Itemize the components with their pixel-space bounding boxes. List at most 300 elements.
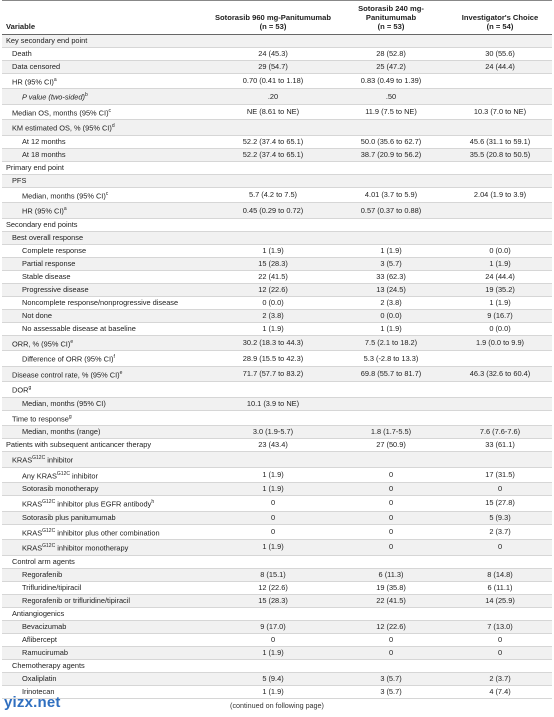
row-label-text: Median, months (95% CI) bbox=[22, 191, 106, 201]
row-label bbox=[2, 540, 212, 555]
row-value-col1 bbox=[212, 161, 334, 174]
row-label-superscript: g bbox=[28, 385, 32, 392]
row-label-superscript: e bbox=[70, 338, 74, 345]
row-label bbox=[2, 335, 212, 350]
table-row bbox=[2, 322, 552, 335]
row-value-col2: 1 (1.9) bbox=[334, 322, 448, 335]
header-col-sotorasib-960 bbox=[212, 1, 334, 35]
table-row bbox=[2, 659, 552, 672]
row-label bbox=[2, 483, 212, 496]
row-value-col1 bbox=[212, 607, 334, 620]
row-label bbox=[2, 174, 212, 187]
row-label bbox=[2, 467, 212, 482]
row-value-col1 bbox=[212, 120, 334, 135]
row-label-text: Trifluridine/tipiracil bbox=[22, 582, 82, 592]
row-value-col2: 33 (62.3) bbox=[334, 270, 448, 283]
row-label-text: Progressive disease bbox=[22, 284, 89, 294]
row-label bbox=[2, 203, 212, 218]
row-value-col3: 14 (25.9) bbox=[448, 594, 552, 607]
row-label-superscript: G12C bbox=[42, 527, 56, 534]
row-label bbox=[2, 410, 212, 425]
row-label bbox=[2, 283, 212, 296]
row-value-col1: 9 (17.0) bbox=[212, 620, 334, 633]
row-value-col2: 5.3 (-2.8 to 13.3) bbox=[334, 351, 448, 366]
row-label-text: PFS bbox=[12, 175, 27, 185]
row-label-text: Complete response bbox=[22, 245, 87, 255]
row-label bbox=[2, 620, 212, 633]
row-label-text: Antiangiogenics bbox=[12, 608, 65, 618]
row-value-col1 bbox=[212, 382, 334, 397]
row-value-col2: 0 bbox=[334, 511, 448, 524]
table-row bbox=[2, 135, 552, 148]
row-label-text: P value (two-sided) bbox=[22, 92, 85, 102]
row-value-col2 bbox=[334, 397, 448, 410]
row-label-superscript: b bbox=[84, 92, 88, 99]
row-label bbox=[2, 452, 212, 467]
row-label-text: Regorafenib bbox=[22, 569, 63, 579]
row-value-col2: 3 (5.7) bbox=[334, 685, 448, 698]
row-value-col2: 0.83 (0.49 to 1.39) bbox=[334, 74, 448, 89]
row-value-col2: 3 (5.7) bbox=[334, 672, 448, 685]
row-value-col2: 13 (24.5) bbox=[334, 283, 448, 296]
row-label bbox=[2, 659, 212, 672]
row-value-col1: 15 (28.3) bbox=[212, 257, 334, 270]
row-value-col3 bbox=[448, 120, 552, 135]
row-value-col2: 3 (5.7) bbox=[334, 257, 448, 270]
row-value-col1: 5 (9.4) bbox=[212, 672, 334, 685]
header-col2-n: (n = 53) bbox=[377, 22, 405, 31]
row-value-col2: 0 bbox=[334, 633, 448, 646]
header-col3-n: (n = 54) bbox=[486, 22, 514, 31]
row-label-text: Irinotecan bbox=[22, 686, 55, 696]
row-value-col3 bbox=[448, 89, 552, 104]
row-value-col3: 1.9 (0.0 to 9.9) bbox=[448, 335, 552, 350]
row-value-col2: 38.7 (20.9 to 56.2) bbox=[334, 148, 448, 161]
row-value-col1: 12 (22.6) bbox=[212, 581, 334, 594]
table-row bbox=[2, 685, 552, 698]
row-label-text: Best overall response bbox=[12, 232, 84, 242]
row-label bbox=[2, 218, 212, 231]
row-label bbox=[2, 322, 212, 335]
row-value-col1: 15 (28.3) bbox=[212, 594, 334, 607]
row-value-col2 bbox=[334, 174, 448, 187]
row-value-col3: 1 (1.9) bbox=[448, 257, 552, 270]
row-value-col2 bbox=[334, 555, 448, 568]
row-label-text: Key secondary end point bbox=[6, 36, 88, 45]
row-value-col3: 2.04 (1.9 to 3.9) bbox=[448, 187, 552, 202]
table-row bbox=[2, 218, 552, 231]
table-row bbox=[2, 187, 552, 202]
row-label-text: HR (95% CI) bbox=[22, 206, 64, 216]
row-value-col2: 28 (52.8) bbox=[334, 48, 448, 61]
row-label-text: Partial response bbox=[22, 258, 76, 268]
row-value-col3: 2 (3.7) bbox=[448, 672, 552, 685]
row-label bbox=[2, 120, 212, 135]
row-value-col3: 1 (1.9) bbox=[448, 296, 552, 309]
row-label-text: Control arm agents bbox=[12, 556, 75, 566]
row-value-col1: 30.2 (18.3 to 44.3) bbox=[212, 335, 334, 350]
row-label bbox=[2, 104, 212, 119]
row-value-col1: 2 (3.8) bbox=[212, 309, 334, 322]
row-value-col1: 0 bbox=[212, 511, 334, 524]
row-label bbox=[2, 382, 212, 397]
row-label bbox=[2, 524, 212, 539]
table-row bbox=[2, 633, 552, 646]
row-label bbox=[2, 35, 212, 48]
row-label-text: At 12 months bbox=[22, 136, 66, 146]
row-label bbox=[2, 426, 212, 439]
row-value-col1 bbox=[212, 174, 334, 187]
row-value-col3 bbox=[448, 397, 552, 410]
row-label-superscript: G12C bbox=[42, 499, 56, 506]
row-label-text: KRAS bbox=[22, 528, 43, 538]
row-label-text: KRAS bbox=[12, 455, 33, 465]
row-label-text: Sotorasib monotherapy bbox=[22, 484, 99, 494]
row-label-text: Regorafenib or trifluridine/tipiracil bbox=[22, 595, 131, 605]
row-value-col2: 0 bbox=[334, 483, 448, 496]
row-value-col1: .20 bbox=[212, 89, 334, 104]
row-value-col2: 1 (1.9) bbox=[334, 244, 448, 257]
row-label-text: Ramucirumab bbox=[22, 647, 69, 657]
row-value-col3: 35.5 (20.8 to 50.5) bbox=[448, 148, 552, 161]
row-label bbox=[2, 646, 212, 659]
row-value-col1: 24 (45.3) bbox=[212, 48, 334, 61]
row-value-col3: 4 (7.4) bbox=[448, 685, 552, 698]
table-row bbox=[2, 672, 552, 685]
row-label-text: KRAS bbox=[22, 543, 43, 553]
row-value-col1 bbox=[212, 231, 334, 244]
row-value-col3 bbox=[448, 161, 552, 174]
row-label-text: Median, months (range) bbox=[22, 427, 101, 437]
table-row bbox=[2, 61, 552, 74]
row-value-col3: 8 (14.8) bbox=[448, 568, 552, 581]
row-label-text: At 18 months bbox=[22, 149, 66, 159]
row-value-col2 bbox=[334, 382, 448, 397]
table-row bbox=[2, 568, 552, 581]
table-row bbox=[2, 646, 552, 659]
row-label-text: Secondary end points bbox=[6, 219, 78, 229]
row-value-col3: 17 (31.5) bbox=[448, 467, 552, 482]
row-value-col3: 19 (35.2) bbox=[448, 283, 552, 296]
row-value-col2 bbox=[334, 659, 448, 672]
table-row bbox=[2, 366, 552, 381]
table-row bbox=[2, 89, 552, 104]
row-value-col1: 71.7 (57.7 to 83.2) bbox=[212, 366, 334, 381]
table-row bbox=[2, 351, 552, 366]
row-value-col3: 0 (0.0) bbox=[448, 322, 552, 335]
table-row bbox=[2, 335, 552, 350]
table-row bbox=[2, 257, 552, 270]
row-label-superscript: G12C bbox=[42, 543, 56, 550]
row-label-superscript: a bbox=[53, 77, 57, 83]
row-value-col3 bbox=[448, 607, 552, 620]
row-label bbox=[2, 231, 212, 244]
table-row bbox=[2, 296, 552, 309]
row-label bbox=[2, 309, 212, 322]
table-row bbox=[2, 496, 552, 511]
table-row bbox=[2, 309, 552, 322]
row-label bbox=[2, 366, 212, 381]
row-label-text: DOR bbox=[12, 385, 29, 395]
row-value-col2: 19 (35.8) bbox=[334, 581, 448, 594]
table-row bbox=[2, 48, 552, 61]
row-value-col3: 7 (13.0) bbox=[448, 620, 552, 633]
table-row bbox=[2, 555, 552, 568]
row-value-col2: 22 (41.5) bbox=[334, 594, 448, 607]
row-label bbox=[2, 244, 212, 257]
row-value-col3: 10.3 (7.0 to NE) bbox=[448, 104, 552, 119]
row-label bbox=[2, 161, 212, 174]
row-label bbox=[2, 296, 212, 309]
row-value-col1: 1 (1.9) bbox=[212, 244, 334, 257]
row-value-col3: 7.6 (7.6-7.6) bbox=[448, 426, 552, 439]
row-value-col2: 4.01 (3.7 to 5.9) bbox=[334, 187, 448, 202]
row-value-col2 bbox=[334, 218, 448, 231]
row-label-suffix: inhibitor bbox=[69, 471, 98, 481]
row-label bbox=[2, 672, 212, 685]
table-row bbox=[2, 581, 552, 594]
row-label bbox=[2, 187, 212, 202]
row-value-col3: 33 (61.1) bbox=[448, 439, 552, 452]
table-row bbox=[2, 270, 552, 283]
row-value-col2: 25 (47.2) bbox=[334, 61, 448, 74]
watermark-logo: yizx.net bbox=[4, 694, 61, 711]
row-label bbox=[2, 48, 212, 61]
header-col2-title: Sotorasib 240 mg-Panitumumab bbox=[358, 4, 424, 22]
row-value-col3: 0 bbox=[448, 540, 552, 555]
row-value-col2: 0 bbox=[334, 524, 448, 539]
row-label bbox=[2, 89, 212, 104]
row-value-col2 bbox=[334, 161, 448, 174]
row-label bbox=[2, 581, 212, 594]
table-row bbox=[2, 203, 552, 218]
row-value-col2: 0 bbox=[334, 646, 448, 659]
row-value-col3: 9 (16.7) bbox=[448, 309, 552, 322]
row-label-text: KM estimated OS, % (95% CI) bbox=[12, 123, 112, 133]
row-value-col1 bbox=[212, 452, 334, 467]
header-col1-n: (n = 53) bbox=[259, 22, 287, 31]
row-label-superscript: G12C bbox=[32, 455, 46, 462]
row-value-col1: 52.2 (37.4 to 65.1) bbox=[212, 148, 334, 161]
row-value-col1: 22 (41.5) bbox=[212, 270, 334, 283]
row-value-col2: 7.5 (2.1 to 18.2) bbox=[334, 335, 448, 350]
row-label-superscript: G12C bbox=[56, 470, 70, 477]
header-col-sotorasib-240 bbox=[334, 1, 448, 35]
continued-note: (continued on following page) bbox=[230, 701, 324, 710]
row-value-col2 bbox=[334, 607, 448, 620]
table-row bbox=[2, 540, 552, 555]
row-label bbox=[2, 397, 212, 410]
row-value-col2: 69.8 (55.7 to 81.7) bbox=[334, 366, 448, 381]
table-body bbox=[2, 35, 552, 699]
row-value-col3 bbox=[448, 659, 552, 672]
row-label-text: Data censored bbox=[12, 62, 61, 71]
header-col1-title: Sotorasib 960 mg-Panitumumab bbox=[214, 13, 332, 22]
row-label bbox=[2, 633, 212, 646]
row-value-col3 bbox=[448, 203, 552, 218]
row-label-text: Disease control rate, % (95% CI) bbox=[12, 370, 120, 380]
row-value-col1: 0 bbox=[212, 524, 334, 539]
row-value-col2: 11.9 (7.5 to NE) bbox=[334, 104, 448, 119]
row-value-col2: 0.57 (0.37 to 0.88) bbox=[334, 203, 448, 218]
row-value-col1: 1 (1.9) bbox=[212, 685, 334, 698]
row-value-col2: 0 bbox=[334, 540, 448, 555]
table-row bbox=[2, 410, 552, 425]
row-value-col2: 50.0 (35.6 to 62.7) bbox=[334, 135, 448, 148]
row-label-text: KRAS bbox=[22, 499, 43, 509]
row-value-col1: 28.9 (15.5 to 42.3) bbox=[212, 351, 334, 366]
row-label-superscript: c bbox=[108, 107, 112, 114]
row-value-col3 bbox=[448, 452, 552, 467]
row-value-col1: 3.0 (1.9-5.7) bbox=[212, 426, 334, 439]
row-label-text: Stable disease bbox=[22, 271, 71, 281]
header-col3-title: Investigator's Choice bbox=[461, 13, 539, 22]
row-value-col2: 0 (0.0) bbox=[334, 309, 448, 322]
table-row bbox=[2, 35, 552, 48]
table-row bbox=[2, 74, 552, 89]
row-label-text: Bevacizumab bbox=[22, 621, 67, 631]
row-label bbox=[2, 439, 212, 452]
header-variable: Variable bbox=[2, 1, 212, 35]
row-value-col3: 46.3 (32.6 to 60.4) bbox=[448, 366, 552, 381]
row-value-col2: 1.8 (1.7-5.5) bbox=[334, 426, 448, 439]
row-value-col3 bbox=[448, 382, 552, 397]
table-row bbox=[2, 104, 552, 119]
table-header bbox=[2, 1, 552, 35]
row-label-text: Oxaliplatin bbox=[22, 673, 57, 683]
row-label-text: Time to response bbox=[12, 414, 69, 424]
row-value-col2 bbox=[334, 231, 448, 244]
row-value-col1: 1 (1.9) bbox=[212, 322, 334, 335]
row-value-col3: 6 (11.1) bbox=[448, 581, 552, 594]
row-value-col2 bbox=[334, 452, 448, 467]
row-label-superscript: e bbox=[119, 369, 123, 376]
row-label bbox=[2, 594, 212, 607]
row-label-suffix: inhibitor plus other combination bbox=[55, 528, 160, 538]
row-label bbox=[2, 607, 212, 620]
row-value-col3: 24 (44.4) bbox=[448, 61, 552, 74]
table-row bbox=[2, 174, 552, 187]
row-label-text: HR (95% CI) bbox=[12, 77, 54, 87]
table-row bbox=[2, 594, 552, 607]
row-value-col1 bbox=[212, 410, 334, 425]
row-value-col1: 1 (1.9) bbox=[212, 467, 334, 482]
table-row bbox=[2, 231, 552, 244]
row-label-text: Primary end point bbox=[6, 162, 64, 172]
row-value-col3: 5 (9.3) bbox=[448, 511, 552, 524]
row-label bbox=[2, 568, 212, 581]
row-label-text: Median, months (95% CI) bbox=[22, 398, 106, 408]
table-row bbox=[2, 467, 552, 482]
row-value-col1: 1 (1.9) bbox=[212, 646, 334, 659]
row-label-text: ORR, % (95% CI) bbox=[12, 339, 71, 349]
row-value-col1: 5.7 (4.2 to 7.5) bbox=[212, 187, 334, 202]
row-value-col2: 2 (3.8) bbox=[334, 296, 448, 309]
row-label bbox=[2, 135, 212, 148]
row-value-col2 bbox=[334, 410, 448, 425]
row-value-col2: 0 bbox=[334, 467, 448, 482]
row-label bbox=[2, 351, 212, 366]
row-label-superscript: d bbox=[111, 123, 115, 130]
row-value-col3: 2 (3.7) bbox=[448, 524, 552, 539]
row-value-col3 bbox=[448, 231, 552, 244]
row-label bbox=[2, 257, 212, 270]
row-value-col1 bbox=[212, 35, 334, 48]
row-value-col2: .50 bbox=[334, 89, 448, 104]
row-label-suffix: inhibitor plus EGFR antibody bbox=[55, 499, 152, 509]
row-label bbox=[2, 511, 212, 524]
row-value-col3 bbox=[448, 174, 552, 187]
row-label bbox=[2, 61, 212, 74]
table-row bbox=[2, 607, 552, 620]
row-value-col3: 24 (44.4) bbox=[448, 270, 552, 283]
row-value-col2: 27 (50.9) bbox=[334, 439, 448, 452]
row-label-text: Difference of ORR (95% CI) bbox=[22, 354, 114, 364]
row-value-col1 bbox=[212, 659, 334, 672]
row-value-col1: 0.45 (0.29 to 0.72) bbox=[212, 203, 334, 218]
row-value-col1: 29 (54.7) bbox=[212, 61, 334, 74]
row-label-suffix: inhibitor monotherapy bbox=[55, 543, 129, 553]
table-row bbox=[2, 620, 552, 633]
row-label-superscript: c bbox=[105, 190, 109, 197]
row-value-col1: NE (8.61 to NE) bbox=[212, 104, 334, 119]
row-value-col3: 30 (55.6) bbox=[448, 48, 552, 61]
row-value-col1: 1 (1.9) bbox=[212, 540, 334, 555]
row-value-col3: 15 (27.8) bbox=[448, 496, 552, 511]
row-label-text: Any KRAS bbox=[22, 471, 57, 481]
results-table bbox=[2, 0, 552, 699]
row-label-text: No assessable disease at baseline bbox=[22, 323, 136, 333]
row-value-col1: 0 bbox=[212, 633, 334, 646]
row-label-text: Sotorasib plus panitumumab bbox=[22, 512, 116, 522]
table-row bbox=[2, 452, 552, 467]
table-row bbox=[2, 120, 552, 135]
row-value-col3: 0 bbox=[448, 483, 552, 496]
row-value-col3 bbox=[448, 410, 552, 425]
row-value-col1 bbox=[212, 218, 334, 231]
row-label-text: Aflibercept bbox=[22, 634, 57, 644]
row-label-suffix: inhibitor bbox=[45, 455, 74, 465]
row-value-col1: 23 (43.4) bbox=[212, 439, 334, 452]
table-row bbox=[2, 382, 552, 397]
row-label bbox=[2, 496, 212, 511]
row-value-col1: 1 (1.9) bbox=[212, 483, 334, 496]
row-label-superscript: g bbox=[68, 413, 72, 420]
row-value-col3 bbox=[448, 74, 552, 89]
row-label-text: Median OS, months (95% CI) bbox=[12, 108, 109, 118]
row-value-col3 bbox=[448, 351, 552, 366]
row-value-col1: 0 (0.0) bbox=[212, 296, 334, 309]
row-label bbox=[2, 270, 212, 283]
row-value-col3: 0 (0.0) bbox=[448, 244, 552, 257]
row-value-col1: 0.70 (0.41 to 1.18) bbox=[212, 74, 334, 89]
row-label-footnote: h bbox=[151, 499, 155, 506]
row-value-col3 bbox=[448, 555, 552, 568]
table-row bbox=[2, 439, 552, 452]
row-label-text: Noncomplete response/nonprogressive disease bbox=[22, 297, 179, 307]
table-row bbox=[2, 397, 552, 410]
table-row bbox=[2, 283, 552, 296]
row-value-col1: 0 bbox=[212, 496, 334, 511]
table-row bbox=[2, 483, 552, 496]
row-label-text: Death bbox=[12, 49, 32, 58]
row-value-col1 bbox=[212, 555, 334, 568]
table-row bbox=[2, 148, 552, 161]
table-row bbox=[2, 426, 552, 439]
row-value-col2 bbox=[334, 35, 448, 48]
row-label-text: Chemotherapy agents bbox=[12, 660, 85, 670]
row-label bbox=[2, 555, 212, 568]
